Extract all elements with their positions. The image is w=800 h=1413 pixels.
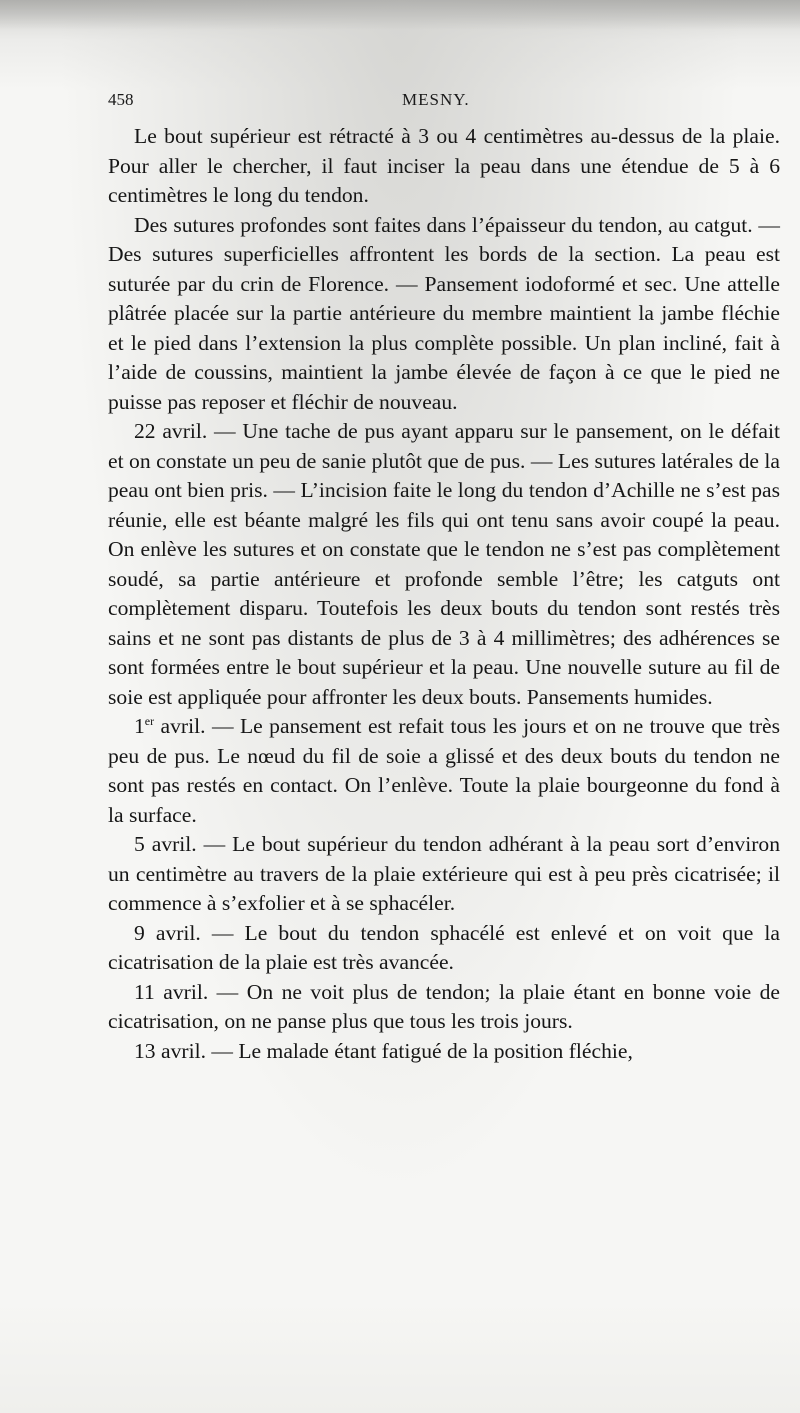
paragraph: 9 avril. — Le bout du tendon sphacélé est enlevé et on voit que la cicatrisation de la plaie est très avancée. [108, 920, 780, 974]
paragraph: Le bout supérieur est rétracté à 3 ou 4 centimètres au-dessus de la plaie. Pour aller le chercher, il faut inciser la peau dans une étendue de 5 à 6 centimètres le long du tendon. [108, 124, 780, 207]
paragraph: 5 avril. — Le bout supérieur du tendon adhérant à la peau sort d’environ un centimètre au travers de la plaie extérieure qui est à peu près cicatrisée; il commence à s’exfolier et à se sphacéler. [108, 832, 780, 915]
paragraph: 11 avril. — On ne voit plus de tendon; la plaie étant en bonne voie de cicatrisation, on ne panse plus que tous les trois jours. [108, 979, 780, 1033]
date-day: 1 [134, 714, 145, 738]
paragraph: 22 avril. — Une tache de pus ayant apparu sur le pansement, on le défait et on constate un peu de sanie plutôt que de pus. — Les sutures latérales de la peau ont bien pris. — L’incision faite le long du tendon d’Achille ne s’est pas réunie, elle est béante malgré les fils qui ont tenu sans avoir coupé la peau. On enlève les sutures et on constate que le tendon ne s’est pas complètement soudé, sa partie antérieure et profonde semble l’être; les catguts ont complètement disparu. Toutefois les deux bouts du tendon sont restés très sains et ne sont pas distants de plus de 3 à 4 millimètres; des adhérences se sont formées entre le bout supérieur et la peau. Une nouvelle suture au fil de soie est appliquée pour affronter les deux bouts. Pansements humides. [108, 419, 780, 709]
paragraph [108, 712, 780, 830]
scan-shadow [0, 0, 800, 30]
ordinal-superscript: er [144, 713, 155, 728]
running-head-author: MESNY. [402, 90, 470, 109]
paragraph-text: avril. — Le pansement est refait tous les jours et on ne trouve que très peu de pus. Le nœud du fil de soie a glissé et des deux bouts du tendon ne sont pas restés en contact. On l’enlève. Toute la plaie bourgeonne du fond à la surface. [108, 714, 780, 827]
page-number: 458 [108, 90, 134, 109]
paragraph: 13 avril. — Le malade étant fatigué de la position fléchie, [134, 1038, 633, 1063]
body-text [108, 122, 780, 1066]
running-head [108, 90, 778, 114]
paragraph: Des sutures profondes sont faites dans l’épaisseur du tendon, au catgut. — Des sutures superficielles affrontent les bords de la section. La peau est suturée par du crin de Florence. — Pansement iodoformé et sec. Une attelle plâtrée placée sur la partie antérieure du membre maintient la jambe fléchie et le pied dans l’extension la plus complète possible. Un plan incliné, fait à l’aide de coussins, maintient la jambe élevée de façon à ce que le pied ne puisse pas reposer et fléchir de nouveau. [108, 212, 780, 414]
